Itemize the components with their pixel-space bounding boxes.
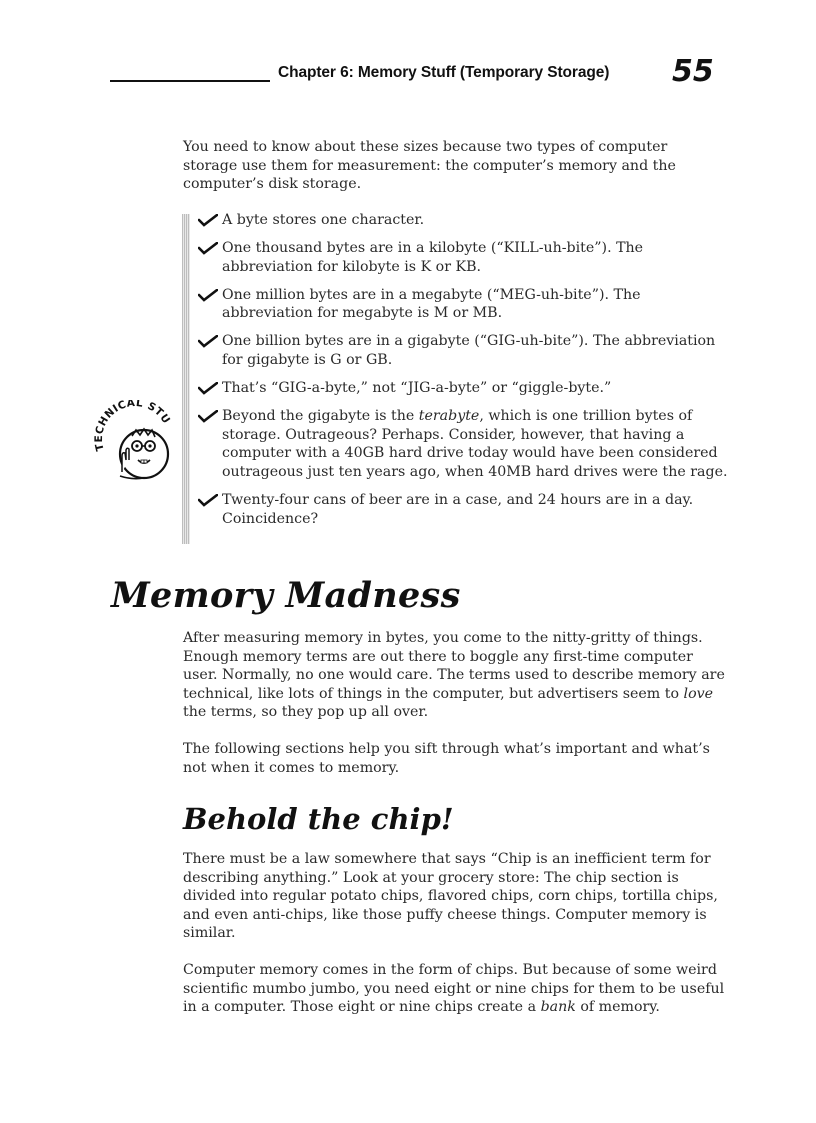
intro-paragraph: You need to know about these sizes because two types of computer storage use them for measurement: the computer’s memory and the computer’s disk storage. [183,139,676,193]
technical-stuff-icon [92,400,178,486]
checkmark-icon [198,494,218,507]
list-item [198,332,728,369]
list-item [198,379,728,398]
bullet-text: Beyond the gigabyte is the terabyte, which is one trillion bytes of storage. Outrageous? Perhaps. Consider, however, that having a computer with a 40GB hard drive today would have been considered outrageous just ten years ago, when 40MB hard drives were the rage. [222,408,728,481]
bullet-text: A byte stores one character. [222,212,425,228]
list-item [198,211,728,230]
paragraph: There must be a law somewhere that says “Chip is an inefficient term for describing anything.” Look at your grocery store: The chip section is divided into regular potato chips, flavored chips, corn chips, tortilla chips, and even anti-chips, like those puffy cheese things. Computer memory is similar. [183,851,718,942]
emphasis-term: terabyte [418,408,480,425]
section-heading: Memory Madness [111,575,461,616]
checkmark-icon [198,289,218,302]
list-item [198,407,728,481]
checkmark-icon [198,335,218,348]
emphasis-term: love [683,685,714,702]
bullet-text: One million bytes are in a megabyte (“MEG-uh-bite”). The abbreviation for megabyte is M or MB. [222,286,641,322]
page-number: 55 [672,54,714,89]
list-item [198,239,728,276]
bullet-text: One billion bytes are in a gigabyte (“GIG-uh-bite”). The abbreviation for gigabyte is G or GB. [222,333,716,369]
paragraph: Computer memory comes in the form of chips. But because of some weird scientific mumbo jumbo, you need eight or nine chips for them to be useful in a computer. Those eight or nine chips create a bank of memory. [183,962,725,1016]
running-header [110,56,720,92]
size-bullet-list [198,211,728,538]
paragraph: The following sections help you sift through what’s important and what’s not when it comes to memory. [183,741,710,776]
checkmark-icon [198,242,218,255]
list-item [198,491,728,528]
bullet-list-bar [182,214,190,544]
emphasis-term: bank [540,999,576,1016]
checkmark-icon [198,410,218,423]
checkmark-icon [198,382,218,395]
paragraph: After measuring memory in bytes, you come to the nitty-gritty of things. Enough memory terms are out there to boggle any first-time computer user. Normally, no one would care. The terms used to describe memory are technical, like lots of things in the computer, but advertisers seem to love the terms, so they pop up all over. [183,630,725,721]
bullet-text: Twenty-four cans of beer are in a case, and 24 hours are in a day. Coincidence? [222,492,694,527]
icon-caption: TECHNICAL STU [93,400,173,453]
header-rule [110,80,270,82]
subsection-heading: Behold the chip! [183,802,454,836]
bullet-text: That’s “GIG-a-byte,” not “JIG-a-byte” or “giggle-byte.” [222,380,612,397]
bullet-text: One thousand bytes are in a kilobyte (“KILL-uh-bite”). The abbreviation for kilobyte is K or KB. [222,240,644,275]
list-item [198,286,728,323]
checkmark-icon [198,214,218,227]
chapter-title: Chapter 6: Memory Stuff (Temporary Storage) [278,64,610,81]
